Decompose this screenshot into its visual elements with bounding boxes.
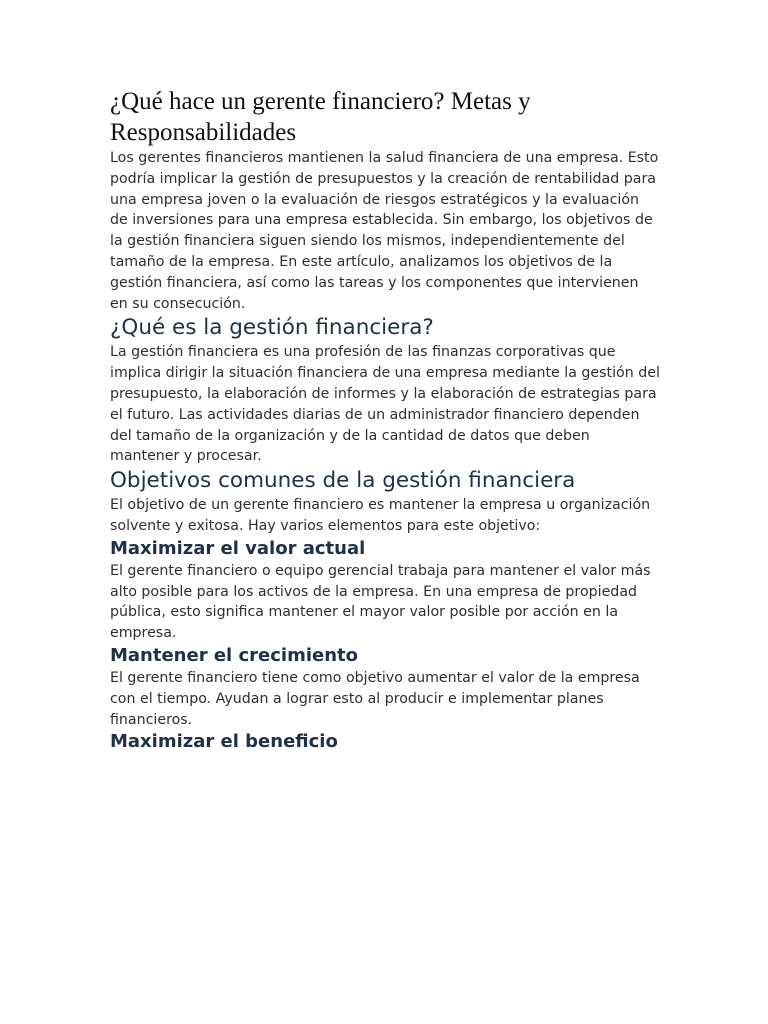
section-paragraph-what-is: La gestión financiera es una profesión de las finanzas corporativas que implica dirigir la situación financiera de una empresa mediante la gestión del presupuesto, la elaboración de informes y la elaboración de estrategias para el futuro. Las actividades diarias de un administrador financiero dependen del tamaño de la organización y de la cantidad de datos que deben mantener y procesar. xyxy=(110,344,660,465)
paragraph-maintain-growth: El gerente financiero tiene como objetivo aumentar el valor de la empresa con el tiempo. Ayudan a lograr esto al producir e implementar planes financieros. xyxy=(110,669,640,728)
intro-paragraph: Los gerentes financieros mantienen la salud financiera de una empresa. Esto podría implicar la gestión de presupuestos y la creación de rentabilidad para una empresa joven o la evaluación de riesgos estratégicos y la evaluación de inversiones para una empresa establecida. Sin embargo, los objetivos de la gestión financiera siguen siendo los mismos, independientemente del tamaño de la empresa. En este artículo, analizamos los objetivos de la gestión financiera, así como las tareas y los componentes que intervienen en su consecución. xyxy=(110,150,659,312)
section-paragraph-objectives: El objetivo de un gerente financiero es mantener la empresa u organización solvente y exitosa. Hay varios elementos para este objetivo: xyxy=(110,497,651,534)
document-page xyxy=(110,86,660,754)
section-heading-objectives: Objetivos comunes de la gestión financiera xyxy=(110,468,576,494)
page-title: ¿Qué hace un gerente financiero? Metas y Responsabilidades xyxy=(110,88,531,146)
subheading-maximize-value: Maximizar el valor actual xyxy=(110,537,366,559)
subheading-maintain-growth: Mantener el crecimiento xyxy=(110,644,359,666)
section-heading-what-is: ¿Qué es la gestión financiera? xyxy=(110,315,434,341)
subheading-maximize-profit: Maximizar el beneficio xyxy=(110,731,338,753)
paragraph-maximize-value: El gerente financiero o equipo gerencial trabaja para mantener el valor más alto posible para los activos de la empresa. En una empresa de propiedad pública, esto significa mantener el mayor valor posible por acción en la empresa. xyxy=(110,562,651,642)
